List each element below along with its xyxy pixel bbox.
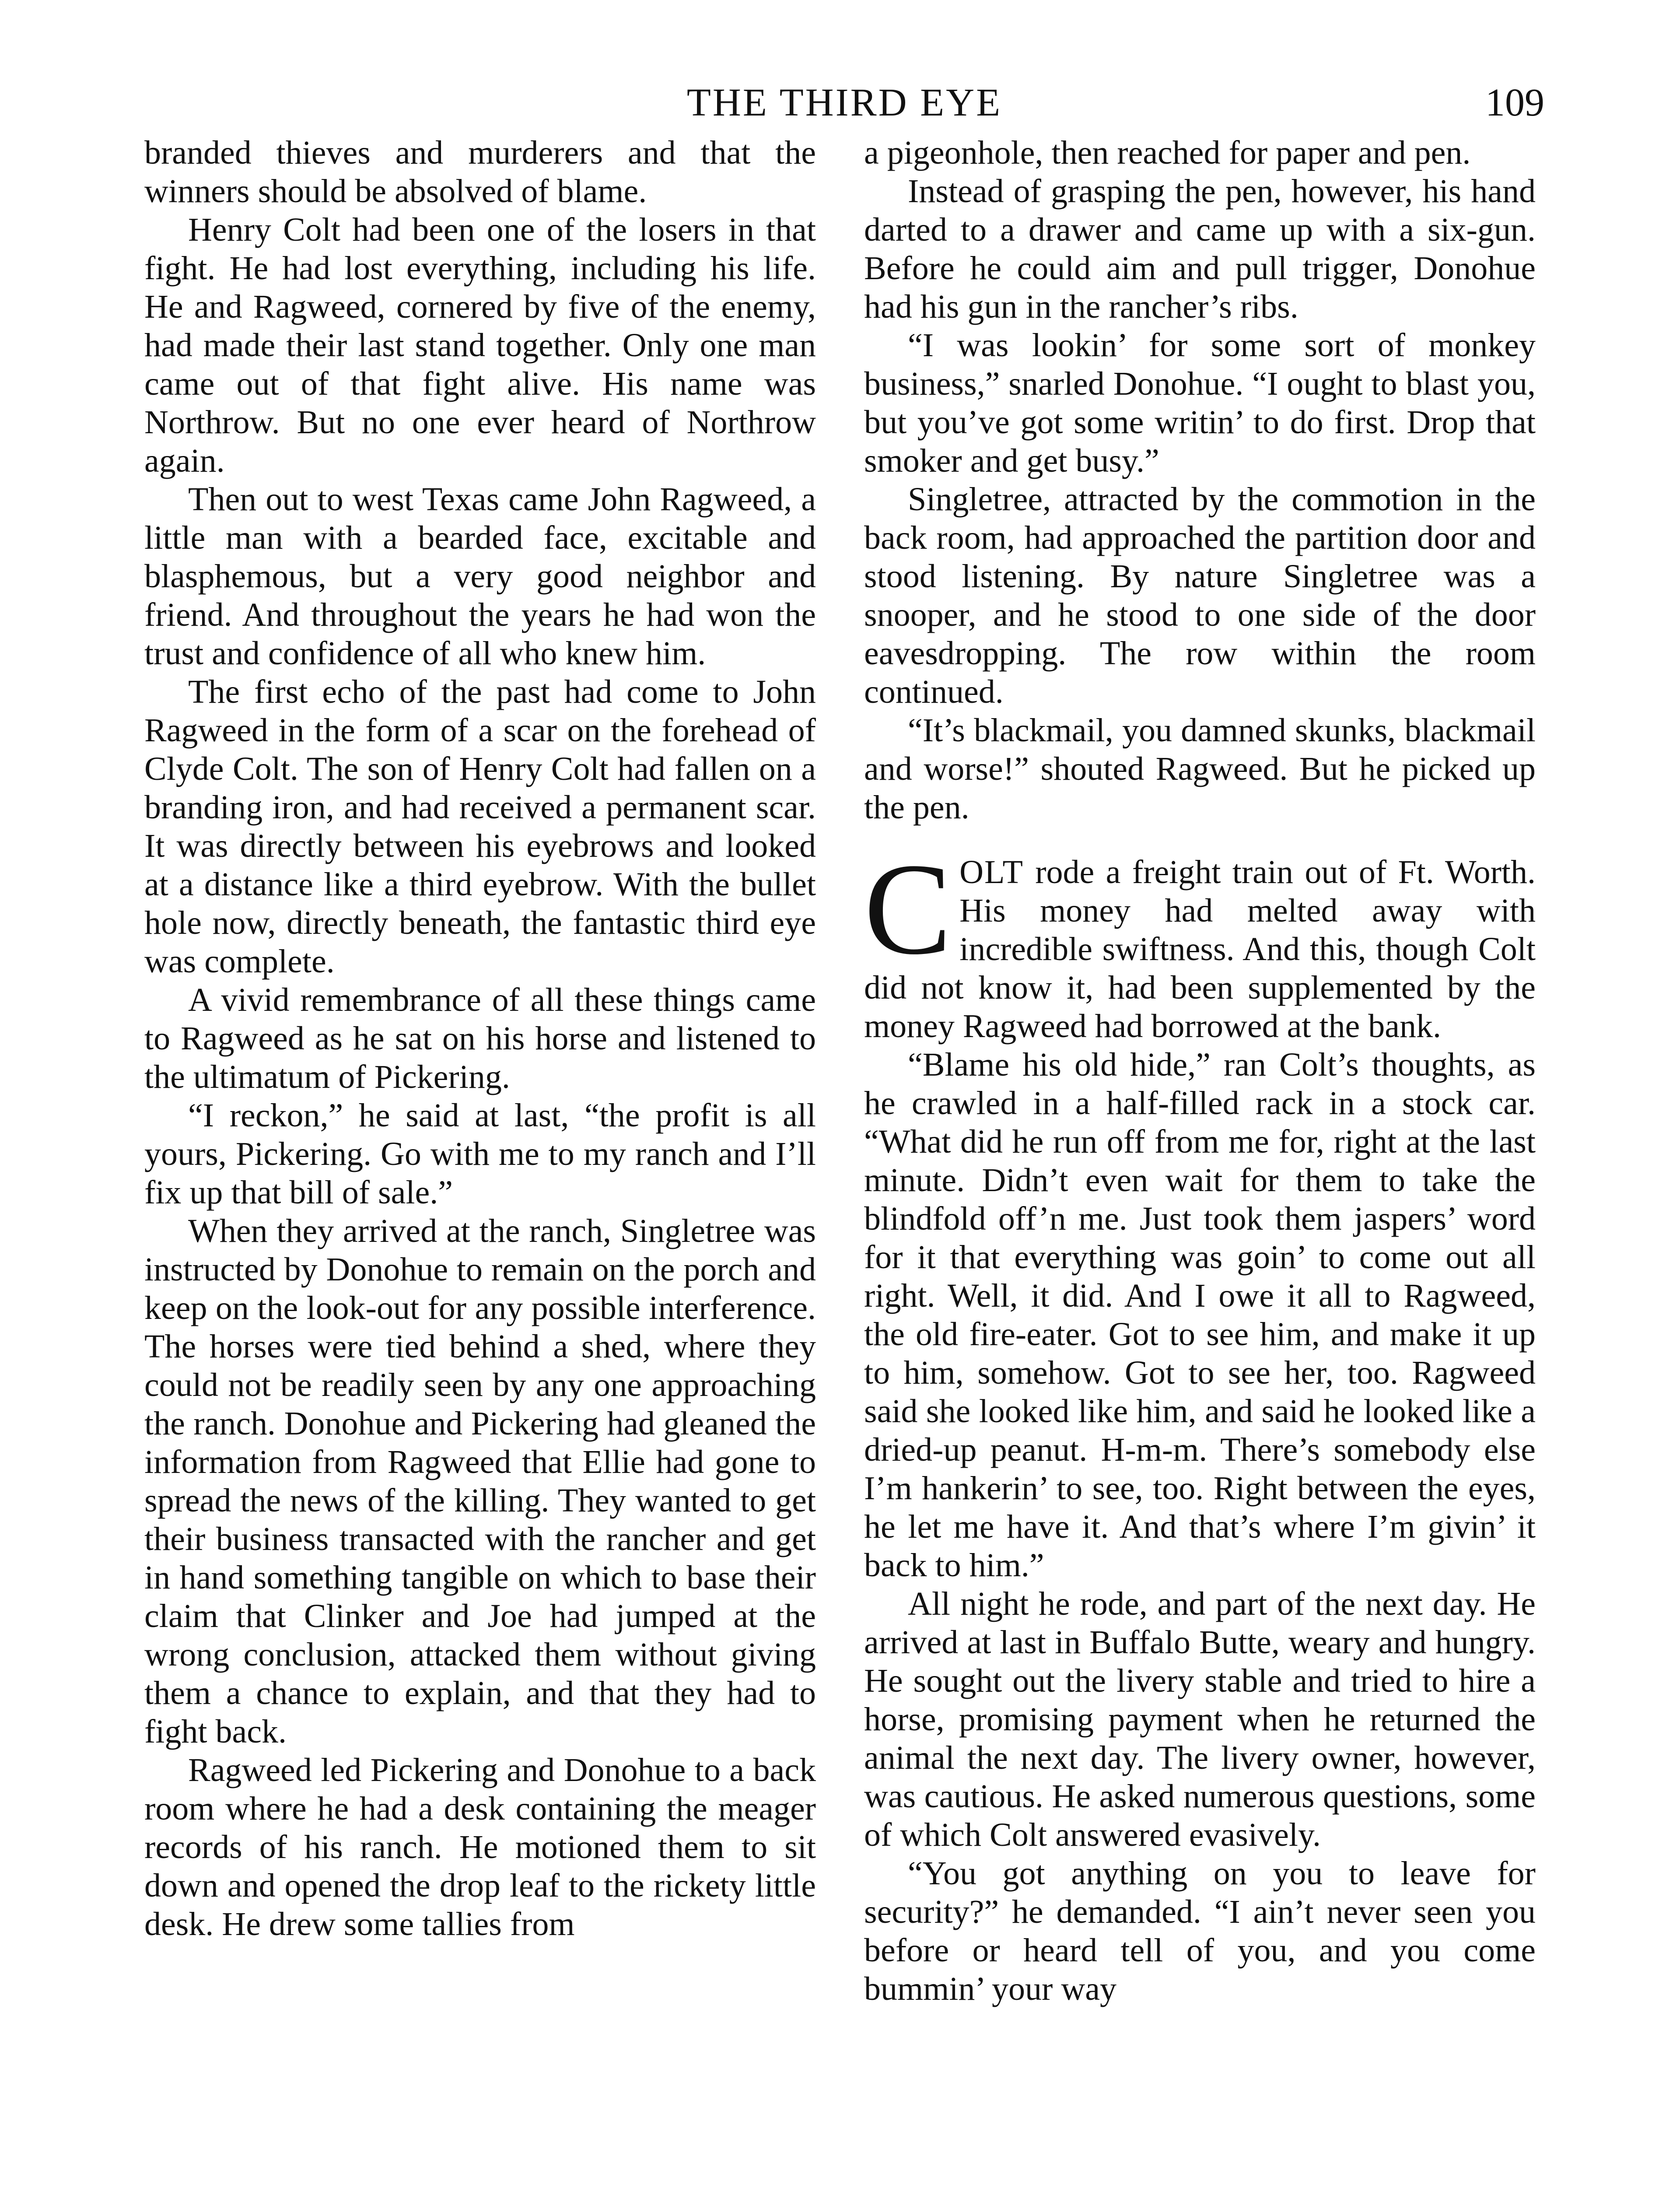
section-break — [864, 827, 1536, 853]
opening-text: rode a freight train out of Ft. Worth. His money had melted away with incredible swiftness. And this, though Colt did not know it, had been supplemented by the money Ragweed had borrowed at the bank. — [864, 854, 1536, 1045]
drop-cap: C — [864, 836, 952, 982]
paragraph: Instead of grasping the pen, however, his hand darted to a drawer and came up with a six-gun. Before he could aim and pull trigger, Donohue had his gun in the rancher’s ribs. — [864, 173, 1536, 325]
running-title: THE THIRD EYE — [686, 81, 1002, 124]
left-column — [144, 133, 816, 1943]
paragraph: All night he rode, and part of the next day. He arrived at last in Buffalo Butte, weary and hungry. He sought out the livery stable and tried to hire a horse, promising payment when he returned the animal the next day. The livery owner, however, was cautious. He asked numerous questions, some of which Colt answered evasively. — [864, 1585, 1536, 1853]
lead-in-caps: OLT — [959, 854, 1024, 891]
paragraph: When they arrived at the ranch, Singletree was instructed by Donohue to remain on the porch and keep on the look-out for any possible interference. The horses were tied behind a shed, where they could not be readily seen by any one approaching the ranch. Donohue and Pickering had gleaned the information from Ragweed that Ellie had gone to spread the news of the killing. They wanted to get their business transacted with the rancher and get in hand something tangible on which to base their claim that Clinker and Joe had jumped at the wrong conclusion, attacked them without giving them a chance to explain, and that they had to fight back. — [144, 1213, 816, 1750]
paragraph: a pigeonhole, then reached for paper and pen. — [864, 134, 1471, 171]
paragraph: “It’s blackmail, you damned skunks, blackmail and worse!” shouted Ragweed. But he picked up the pen. — [864, 712, 1536, 826]
page-number: 109 — [1485, 81, 1544, 124]
paragraph: “I was lookin’ for some sort of monkey business,” snarled Donohue. “I ought to blast you, but you’ve got some writin’ to do first. Drop that smoker and get busy.” — [864, 327, 1536, 479]
paragraph: Then out to west Texas came John Ragweed, a little man with a bearded face, excitable and blasphemous, but a very good neighbor and friend. And throughout the years he had won the trust and confidence of all who knew him. — [144, 481, 816, 672]
paragraph: “Blame his old hide,” ran Colt’s thoughts, as he crawled in a half-filled rack in a stock car. “What did he run off from me for, right at the last minute. Didn’t even wait for them to take the blindfold off’n me. Just took them jaspers’ word for it that everything was goin’ to come out all right. Well, it did. And I owe it all to Ragweed, the old fire-eater. Got to see him, and make it up to him, somehow. Got to see her, too. Ragweed said she looked like him, and said he looked like a dried-up peanut. H-m-m. There’s somebody else I’m hankerin’ to see, too. Right between the eyes, he let me have it. And that’s where I’m givin’ it back to him.” — [864, 1046, 1536, 1584]
section-opening-paragraph — [864, 836, 1536, 1045]
paragraph: “I reckon,” he said at last, “the profit is all yours, Pickering. Go with me to my ranch and I’ll fix up that bill of sale.” — [144, 1097, 816, 1211]
paragraph: The first echo of the past had come to John Ragweed in the form of a scar on the forehead of Clyde Colt. The son of Henry Colt had fallen on a branding iron, and had received a permanent scar. It was directly between his eyebrows and looked at a distance like a third eyebrow. With the bullet hole now, directly beneath, the fantastic third eye was complete. — [144, 673, 816, 980]
paragraph: “You got anything on you to leave for security?” he demanded. “I ain’t never seen you before or heard tell of you, and you come bummin’ your way — [864, 1855, 1536, 2007]
paragraph: A vivid remembrance of all these things came to Ragweed as he sat on his horse and listened to the ultimatum of Pickering. — [144, 982, 816, 1095]
paragraph: Henry Colt had been one of the losers in that fight. He had lost everything, including his life. He and Ragweed, cornered by five of the enemy, had made their last stand together. Only one man came out of that fight alive. His name was Northrow. But no one ever heard of Northrow again. — [144, 211, 816, 479]
running-head — [144, 79, 1544, 127]
paragraph: branded thieves and murderers and that the winners should be absolved of blame. — [144, 134, 816, 210]
paragraph: Singletree, attracted by the commotion in the back room, had approached the partition door and stood listening. By nature Singletree was a snooper, and he stood to one side of the door eavesdropping. The row within the room continued. — [864, 481, 1536, 710]
paragraph: Ragweed led Pickering and Donohue to a back room where he had a desk containing the meager records of his ranch. He motioned them to sit down and opened the drop leaf to the rickety little desk. He drew some tallies from — [144, 1752, 816, 1943]
right-column — [864, 133, 1536, 2008]
